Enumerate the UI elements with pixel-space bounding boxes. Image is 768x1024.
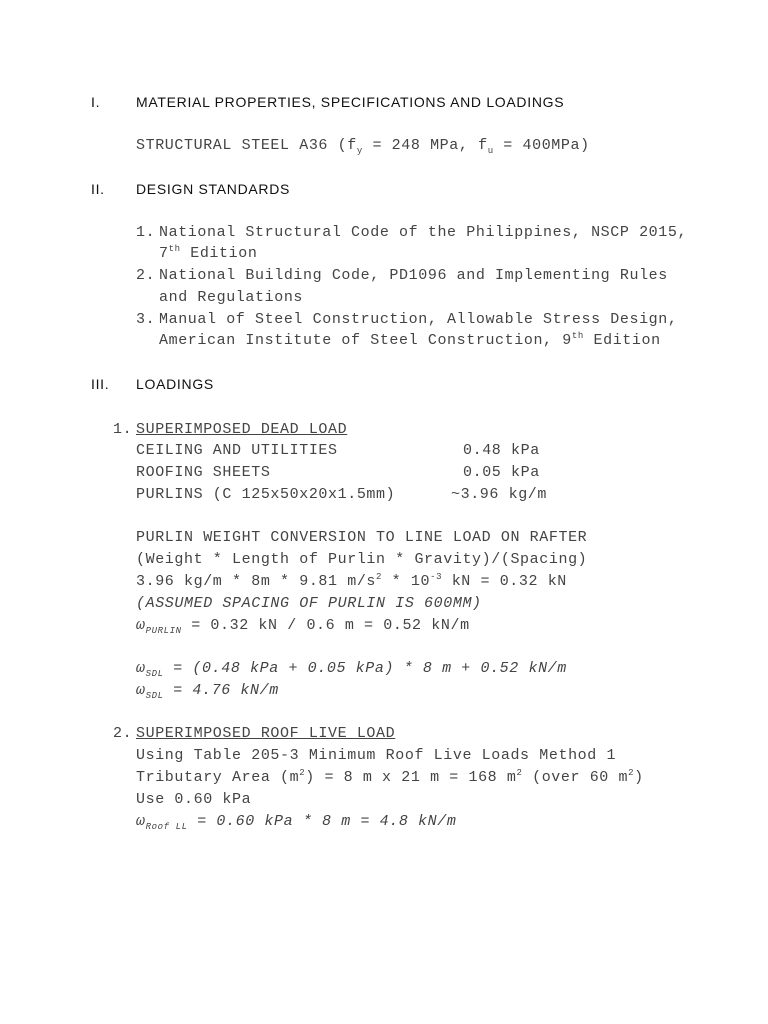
dead-load-title: SUPERIMPOSED DEAD LOAD xyxy=(136,421,348,438)
section-1-number: I. xyxy=(91,94,101,110)
standard-2-line1: National Building Code, PD1096 and Implementing Rules xyxy=(159,267,668,284)
live-load-method: Using Table 205-3 Minimum Roof Live Loads Method 1 xyxy=(136,747,617,764)
roofing-value: 0.05 kPa xyxy=(463,464,540,481)
tributary-area: Tributary Area $(m^2) = 8$ m x 21 m = 168 $m^2$ (over 60 $m^2$) xyxy=(136,768,644,786)
standard-1-line1: National Structural Code of the Philippines, NSCP 2015, xyxy=(159,224,688,241)
conversion-formula: (Weight * Length of Purlin * Gravity)/(Spacing) xyxy=(136,551,588,568)
conversion-title: PURLIN WEIGHT CONVERSION TO LINE LOAD ON RAFTER xyxy=(136,529,588,546)
omega-sdl-formula: $\omega_{SDL} = (0.48$ kPa + 0.05 kPa) * 8 m + 0.52 kN/m xyxy=(136,660,567,679)
ceiling-label: CEILING AND UTILITIES xyxy=(136,442,338,459)
section-2-number: II. xyxy=(91,181,105,197)
standard-2-number: 2. xyxy=(136,267,156,284)
omega-purlin: $\omega_{PURLIN} = 0.32$ kN / 0.6 m = 0.52 kN/m xyxy=(136,617,470,636)
dead-load-number: 1. xyxy=(113,421,133,438)
steel-spec: STRUCTURAL STEEL A36 ($f_y = 248$ MPa, $f_u = 400MPa$) xyxy=(136,137,590,156)
purlins-label: PURLINS (C 125x50x20x1.5mm) xyxy=(136,486,396,503)
spacing-assumption: (ASSUMED SPACING OF PURLIN IS 600MM) xyxy=(136,595,482,612)
omega-roof-ll: $\omega_{Roof LL} = 0.60$ kPa * 8 m = 4.8 kN/m xyxy=(136,813,457,832)
standard-1-line2: 7th Edition xyxy=(159,244,258,262)
section-3-title: LOADINGS xyxy=(136,376,214,392)
omega-sdl-result: $\omega_{SDL} = 4.76$ kN/m xyxy=(136,682,279,701)
live-load-number: 2. xyxy=(113,725,133,742)
standard-3-line2: American Institute of Steel Construction, 9th Edition xyxy=(159,331,661,349)
use-value: Use 0.60 kPa xyxy=(136,791,252,808)
section-1-title: MATERIAL PROPERTIES, SPECIFICATIONS AND LOADINGS xyxy=(136,94,565,110)
roofing-label: ROOFING SHEETS xyxy=(136,464,271,481)
section-2-title: DESIGN STANDARDS xyxy=(136,181,291,197)
standard-3-number: 3. xyxy=(136,311,156,328)
ceiling-value: 0.48 kPa xyxy=(463,442,540,459)
conversion-calc: 3.96 kg/m * 8m * 9.81 $m/s^2 * 10^{-3}$ kN = 0.32 kN xyxy=(136,572,567,590)
standard-3-line1: Manual of Steel Construction, Allowable Stress Design, xyxy=(159,311,678,328)
standard-1-number: 1. xyxy=(136,224,156,241)
purlins-value: ~3.96 kg/m xyxy=(451,486,548,503)
standard-2-line2: and Regulations xyxy=(159,289,304,306)
live-load-title: SUPERIMPOSED ROOF LIVE LOAD xyxy=(136,725,396,742)
section-3-number: III. xyxy=(91,376,110,392)
